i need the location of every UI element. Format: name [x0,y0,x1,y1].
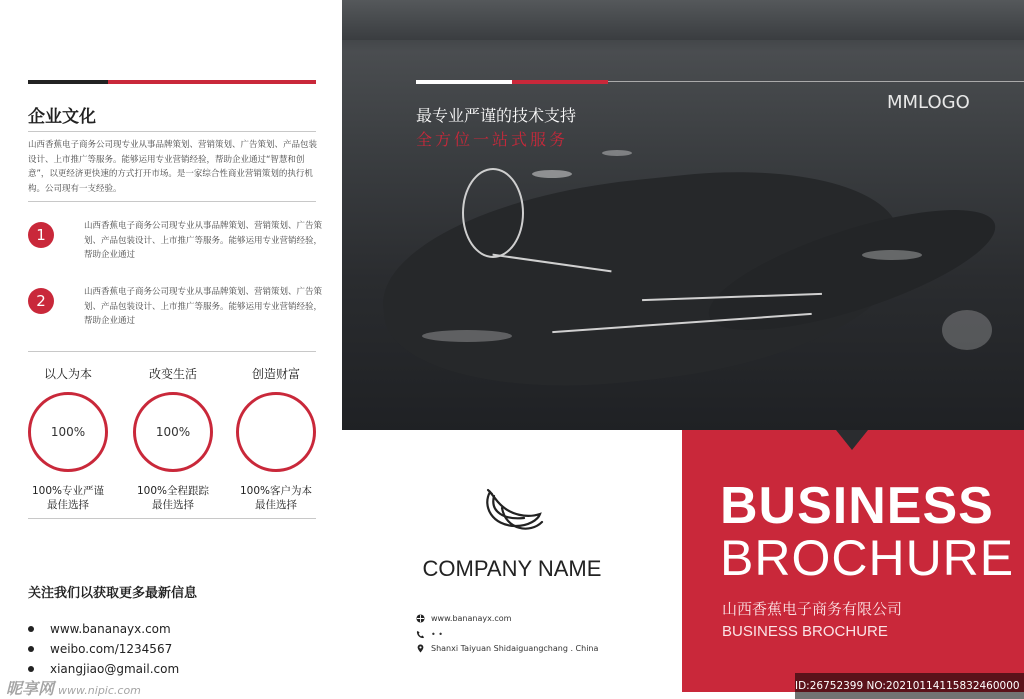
stat-item [228,364,324,512]
stat-label: 以人为本 [43,367,92,381]
ferris-wheel-shape [462,168,524,258]
cover-title-line2: BROCHURE [720,530,1015,586]
stat-caption: 100%专业严谨 最佳选择 [31,485,105,511]
back-cover-panel [342,430,682,699]
culture-title: 企业文化 [28,107,96,127]
front-cover-panel [682,430,1024,692]
company-name: COMPANY NAME [422,556,602,581]
phone-icon [416,630,425,639]
stat-item [20,364,116,512]
stat-ring [236,392,316,472]
stat-caption: 100%全程跟踪 最佳选择 [136,485,210,511]
contact-weibo[interactable]: weibo.com/1234567 [28,642,172,656]
address-line: Shanxi Taiyuan Shidaiguangchang . China [416,644,598,653]
divider [28,131,316,132]
point-text: 山西香蕉电子商务公司现专业从事品牌策划、营销策划、广告策划、产品包装设计、上市推广等服务。能够运用专业营销经验，帮助企业通过 [84,287,323,326]
point-text: 山西香蕉电子商务公司现专业从事品牌策划、营销策划、广告策划、产品包装设计、上市推广等服务。能够运用专业营销经验，帮助企业通过 [84,221,323,260]
stat-item [125,364,221,512]
follow-title: 关注我们以获取更多最新信息 [28,586,198,601]
divider [28,351,316,352]
brand-logo: MMLOGO [887,92,970,113]
tagline-red: 全方位一站式服务 [416,130,569,149]
stat-label: 改变生活 [148,367,197,381]
tagline-accent-bar [416,80,512,84]
tagline: 最专业严谨的技术支持 [416,106,577,125]
contact-website[interactable]: www.bananayx.com [28,622,171,636]
stat-caption: 100%客户为本 最佳选择 [239,485,313,511]
contact-email[interactable]: xiangjiao@gmail.com [28,662,179,676]
watermark-brand: 昵享网 www.nipic.com [6,679,141,698]
globe-icon [416,614,425,623]
website-line[interactable]: www.bananayx.com [416,614,511,623]
title-accent-bar [28,80,316,84]
city-night-photo [342,0,1024,430]
divider [28,518,316,519]
divider [28,201,316,202]
tagline-accent-bar-red [512,80,608,84]
company-name-en: BUSINESS BROCHURE [722,623,888,640]
pointer-notch-red [836,430,868,450]
location-pin-icon [416,644,425,653]
banana-logo-icon [480,486,544,536]
watermark-id: ID:26752399 NO:20210114115832460000 [795,673,1024,699]
point-number-badge: 1 [28,222,54,248]
left-panel [0,0,342,699]
phone-line[interactable]: • • [416,630,443,639]
company-name-cn: 山西香蕉电子商务有限公司 [722,600,903,618]
culture-paragraph: 山西香蕉电子商务公司现专业从事品牌策划、营销策划、广告策划、产品包装设计、上市推广等服务。能够运用专业营销经验，帮助企业通过“智慧和创意”，以更经济更快速的方式打开市场。是一家综合性商业营销策划的执行机构。公司现有一支经验。 [28,140,318,194]
stat-label: 创造财富 [251,367,300,381]
stat-ring: 100% [133,392,213,472]
cover-title-line1: BUSINESS [720,477,994,535]
point-number-badge: 2 [28,288,54,314]
stat-ring: 100% [28,392,108,472]
